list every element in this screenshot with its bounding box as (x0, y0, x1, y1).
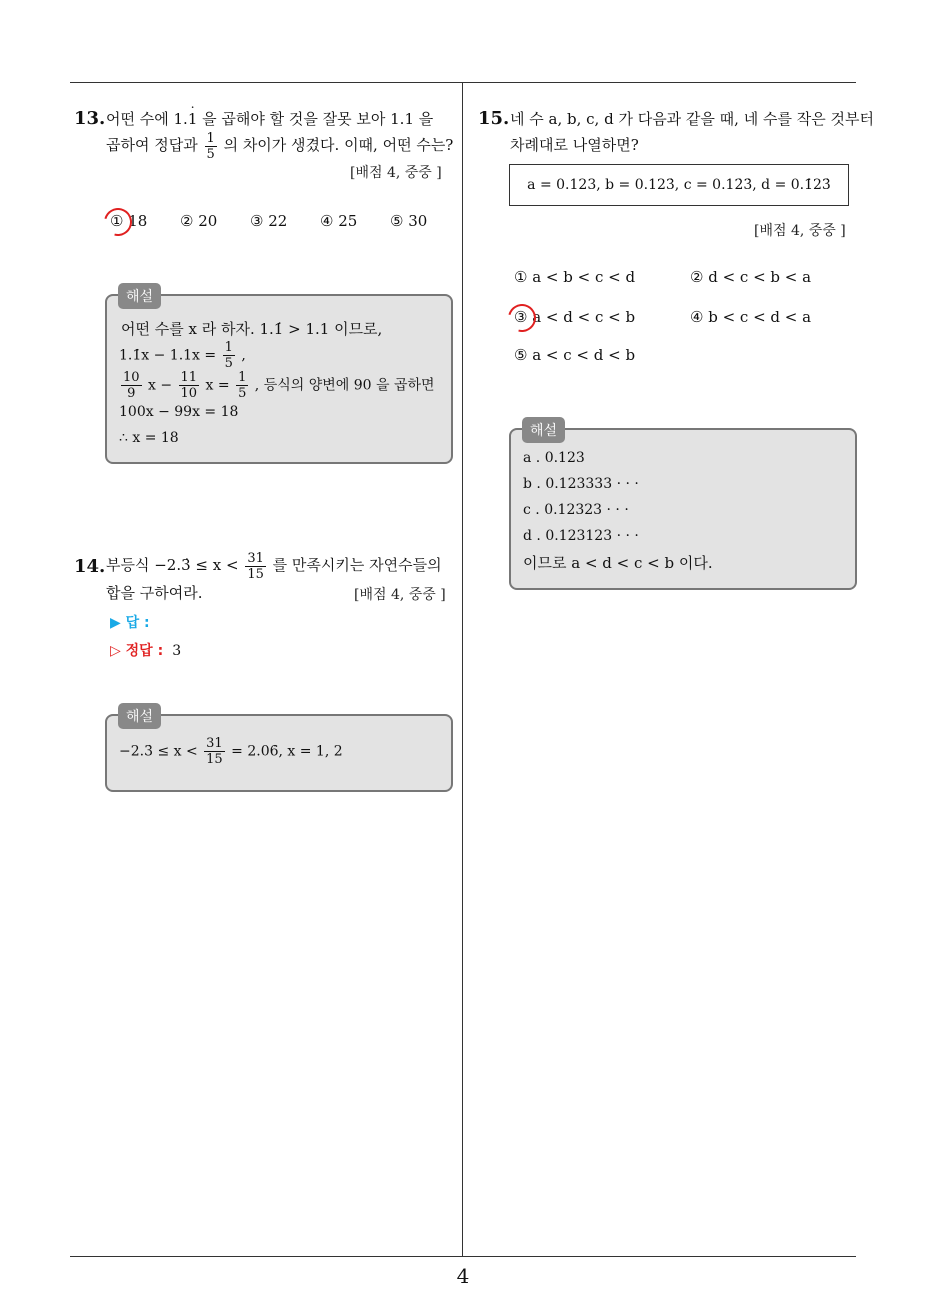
q15-answer-circle-mark (503, 299, 541, 337)
q14-correct-value: 3 (172, 643, 182, 659)
q13-sol-line3: $\frac{10}{9}$ x − $\frac{11}{10}$ x = $\frac{1}{5}$ , 등식의 양변에 90 을 곱하면 (123, 370, 435, 401)
q14-fraction: $\frac{31}{15}$ (247, 550, 264, 582)
q15-sol-line2: b . 0.123333 · · · (523, 476, 639, 492)
q13-choice-3[interactable]: ③ 22 (250, 212, 288, 230)
q14-correct-label: ▷ 정답 : (110, 643, 164, 659)
q13-meta: [배점 4, 중중 ] (350, 165, 442, 181)
q13-sol-line5: ∴ x = 18 (119, 430, 179, 446)
q14-answer-label: ▶ 답 : (110, 615, 150, 631)
q13-solution-tag: 해설 (118, 283, 161, 309)
q13-text-c: 곱하여 정답과 (106, 136, 198, 154)
q13-answer-circle-mark (99, 203, 137, 241)
q13-dot-digit: 1 ˙ (188, 110, 198, 128)
q15-sol-line4: d . 0.123123 · · · (523, 528, 639, 544)
q14-sol-line: −2.3̇ ≤ x < $\frac{31}{15}$ = 2.06̇, x = 1, 2 (119, 736, 343, 767)
q15-text-a: 네 수 a, b, c, d 가 다음과 같을 때, 네 수를 작은 것부터 (510, 110, 874, 128)
q15-sol-line3: c . 0.12323 · · · (523, 502, 629, 518)
q13-sol-line4: 100x − 99x = 18 (119, 404, 239, 420)
q13-text-a: 어떤 수에 1. (106, 110, 188, 128)
q13-sol-line1: 어떤 수를 x 라 하자. 1.1̇ > 1.1 이므로, (121, 320, 383, 338)
q14-text-c: 합을 구하여라. (106, 584, 203, 602)
q13-line2 (106, 130, 453, 162)
q15-choice-4[interactable]: ④ b < c < d < a (690, 308, 812, 326)
q15-choice-2[interactable]: ② d < c < b < a (690, 268, 812, 286)
q14-text-a: 부등식 −2.3̇ ≤ x < (106, 556, 239, 574)
bottom-rule (70, 1256, 856, 1257)
q15-choice-1[interactable]: ① a < b < c < d (514, 268, 636, 286)
q15-number: 15. (478, 108, 510, 129)
q13-solution-box (105, 294, 453, 464)
column-divider (462, 82, 463, 1256)
q15-choice-3[interactable]: ③ a < d < c < b (514, 308, 636, 326)
q14-line1 (106, 550, 442, 582)
q15-solution-box (509, 428, 857, 590)
q14-number: 14. (74, 556, 106, 577)
q15-solution-tag: 해설 (522, 417, 565, 443)
q14-meta: [배점 4, 중중 ] (354, 587, 446, 603)
q15-text-b: 차례대로 나열하면? (510, 136, 639, 154)
q13-choice-2[interactable]: ② 20 (180, 212, 218, 230)
q15-given-box (509, 164, 849, 206)
page-number: 4 (456, 1264, 470, 1288)
q13-sol-line2: 1.1̇x − 1.1x = $\frac{1}{5}$ , (119, 340, 246, 371)
q13-text-d: 의 차이가 생겼다. 이때, 어떤 수는? (223, 136, 454, 154)
q15-meta: [배점 4, 중중 ] (754, 223, 846, 239)
q15-sol-line1: a . 0.123 (523, 450, 585, 466)
q13-fraction: $\frac{1}{5}$ (206, 130, 215, 162)
q15-sol-line5: 이므로 a < d < c < b 이다. (523, 554, 713, 572)
top-rule (70, 82, 856, 83)
q14-text-b: 를 만족시키는 자연수들의 (272, 556, 442, 574)
q13-choice-4[interactable]: ④ 25 (320, 212, 358, 230)
q15-given-values: a = 0.123, b = 0.123̇, c = 0.12̇3̇, d = 0.1̇23̇ (527, 177, 831, 193)
q13-choice-1[interactable]: ① 18 (110, 212, 148, 230)
q15-choice-5[interactable]: ⑤ a < c < d < b (514, 346, 636, 364)
q14-solution-tag: 해설 (118, 703, 161, 729)
q13-choice-5[interactable]: ⑤ 30 (390, 212, 428, 230)
q13-text-b: 을 곱해야 할 것을 잘못 보아 1.1 을 (197, 110, 434, 128)
q14-correct-answer (110, 640, 181, 660)
q13-number: 13. (74, 108, 106, 129)
